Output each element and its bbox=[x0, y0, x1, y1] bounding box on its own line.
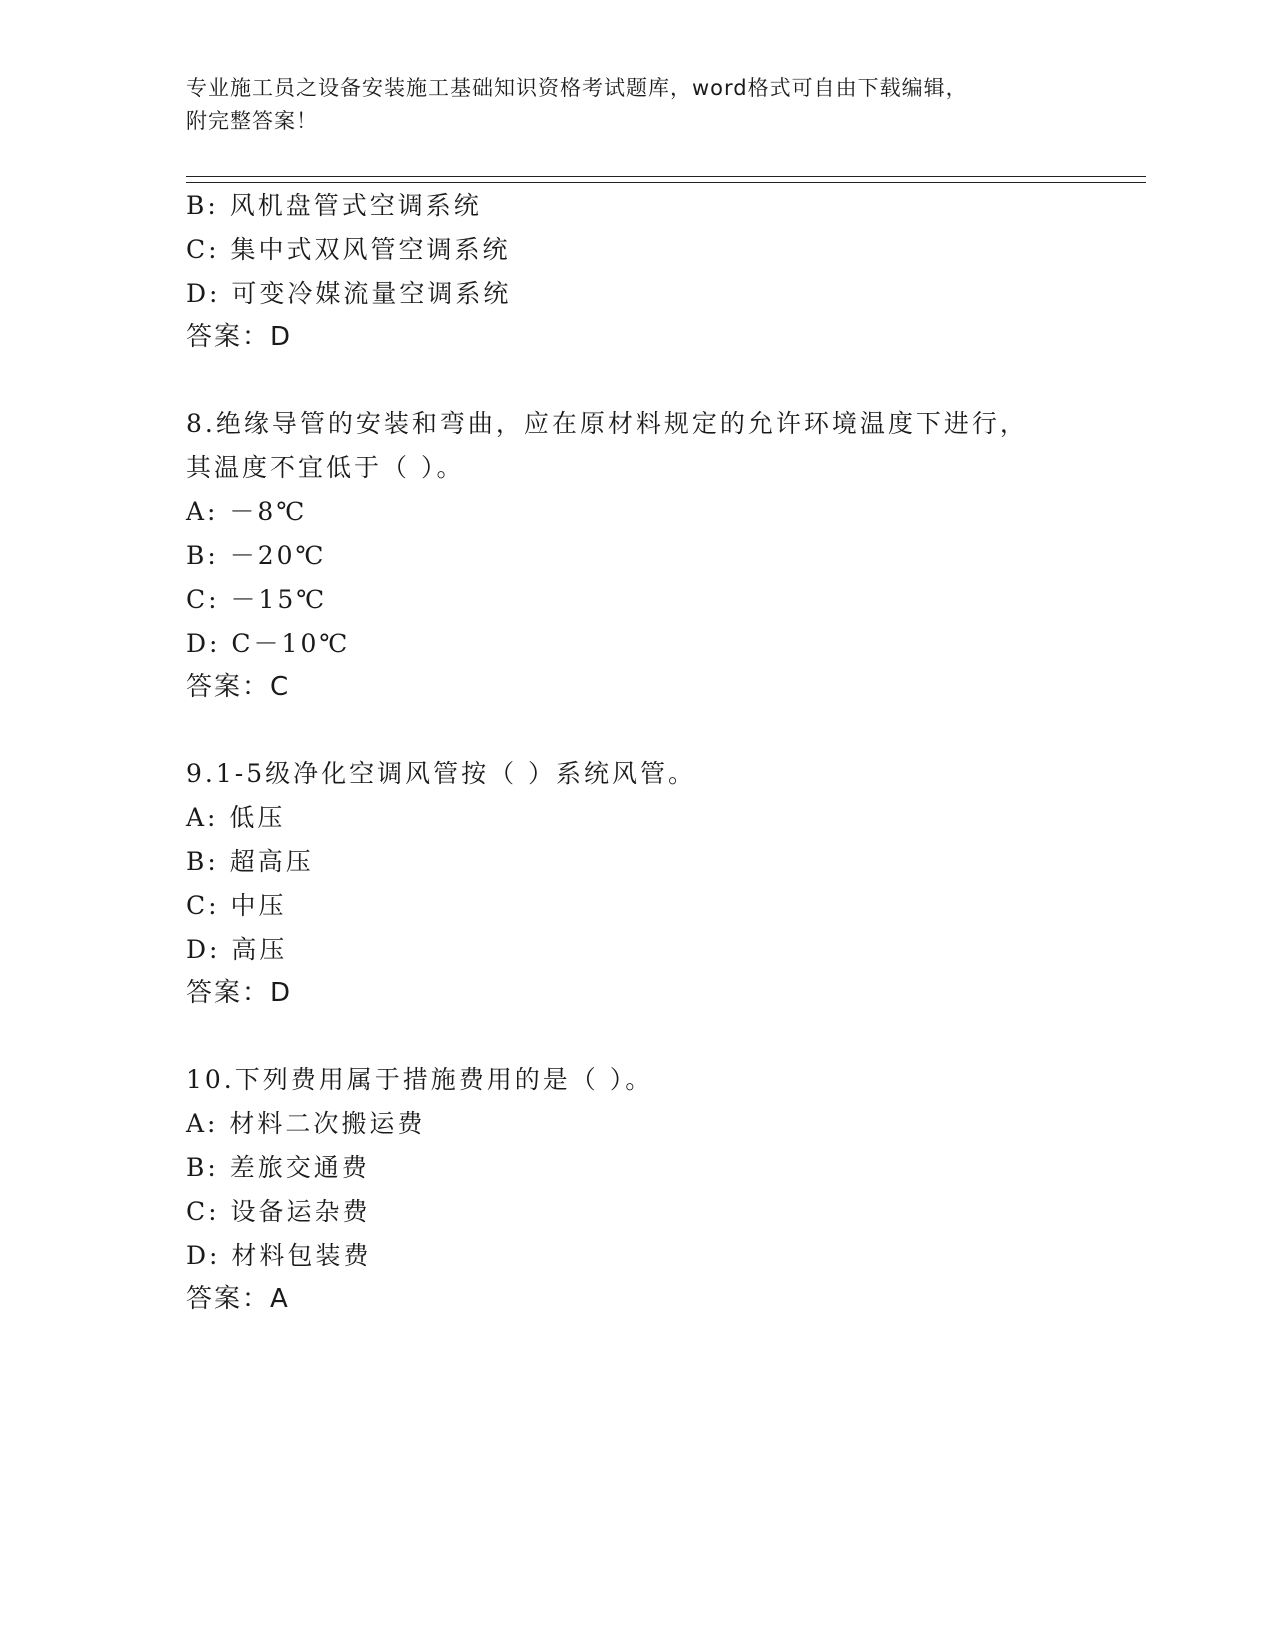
header-line-2: 附完整答案！ bbox=[186, 109, 318, 133]
q9-stem: 9.1-5级净化空调风管按（ ）系统风管。 bbox=[186, 759, 697, 788]
q10-option-b: B: 差旅交通费 bbox=[186, 1153, 370, 1182]
q8-stem-line-1: 8.绝缘导管的安装和弯曲，应在原材料规定的允许环境温度下进行， bbox=[186, 409, 1028, 438]
q10-stem: 10.下列费用属于措施费用的是（ ）。 bbox=[186, 1065, 654, 1094]
q9-answer: 答案：D bbox=[186, 978, 293, 1008]
q9-option-d: D: 高压 bbox=[186, 935, 288, 964]
q10-option-d: D: 材料包装费 bbox=[186, 1241, 372, 1270]
q7-option-d: D: 可变冷媒流量空调系统 bbox=[186, 279, 512, 308]
q7-answer: 答案：D bbox=[186, 322, 293, 352]
q10-option-c: C: 设备运杂费 bbox=[186, 1197, 371, 1226]
q8-stem-line-2: 其温度不宜低于（ ）。 bbox=[186, 453, 465, 482]
q9-option-c: C: 中压 bbox=[186, 891, 287, 920]
q7-option-c: C: 集中式双风管空调系统 bbox=[186, 235, 511, 264]
q9-option-b: B: 超高压 bbox=[186, 847, 314, 876]
q8-option-d: D: C－10℃ bbox=[186, 629, 351, 658]
q8-option-b: B: －20℃ bbox=[186, 541, 327, 570]
q8-option-c: C: －15℃ bbox=[186, 585, 328, 614]
q10-option-a: A: 材料二次搬运费 bbox=[186, 1109, 426, 1138]
q10-answer: 答案：A bbox=[186, 1284, 290, 1314]
header-divider-bottom bbox=[186, 182, 1146, 183]
header-divider-top bbox=[186, 176, 1146, 177]
header-line-1: 专业施工员之设备安装施工基础知识资格考试题库，word格式可自由下载编辑， bbox=[186, 76, 968, 100]
q7-option-b: B: 风机盘管式空调系统 bbox=[186, 191, 482, 220]
document-header bbox=[186, 72, 1086, 138]
q8-option-a: A: －8℃ bbox=[186, 497, 308, 526]
q9-option-a: A: 低压 bbox=[186, 803, 286, 832]
q8-answer: 答案：C bbox=[186, 672, 291, 702]
